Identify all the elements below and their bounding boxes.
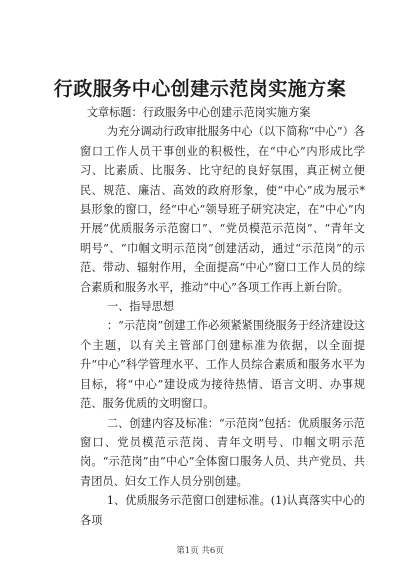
article-title-line: 文章标题：行政服务中心创建示范岗实施方案 bbox=[86, 106, 311, 119]
document-title: 行政服务中心创建示范岗实施方案 bbox=[53, 78, 347, 100]
intro-paragraph: 为充分调动行政审批服务中心（以下简称“中心”）各窗口工作人员干事创业的积极性，在“中心”内形成比学习、比素质、比服务、比守纪的良好氛围，真正树立便民、规范、廉洁、高效的政府形象，使“中心”成为展示*县形象的窗口，经“中心”领导班子研究决定，在“中心”内开展“优质服务示范窗口”、“党员模范示范岗”、“青年文明号”、“巾帼文明示范岗”创建活动，通过“示范岗”的示范、带动、辐射作用，全面提高“中心”窗口工作人员的综合素质和服务水平，推动“中心”各项工作再上新台阶。 bbox=[80, 125, 365, 294]
section-heading-guiding-ideology: 一、指导思想 bbox=[106, 300, 175, 314]
page-footer: 第1页 共6页 bbox=[176, 546, 224, 556]
guiding-ideology-paragraph: ：“示范岗”创建工作必须紧紧围绕服务于经济建设这个主题，以有关主管部门创建标准为依据，以全面提升“中心”科学管理水平、工作人员综合素质和服务水平为目标，将“中心”建设成为接待热情、语言文明、办事规范、服务优质的文明窗口。 bbox=[80, 319, 365, 411]
creation-content-paragraph: 二、创建内容及标准：“示范岗”包括：优质服务示范窗口、党员模范示范岗、青年文明号、巾帼文明示范岗。“示范岗”由“中心”全体窗口服务人员、共产党员、共青团员、妇女工作人员分别创建。 bbox=[80, 416, 365, 488]
service-window-standard-paragraph: 1、优质服务示范窗口创建标准。(1)认真落实中心的各项 bbox=[80, 494, 365, 527]
document-body bbox=[80, 103, 365, 530]
